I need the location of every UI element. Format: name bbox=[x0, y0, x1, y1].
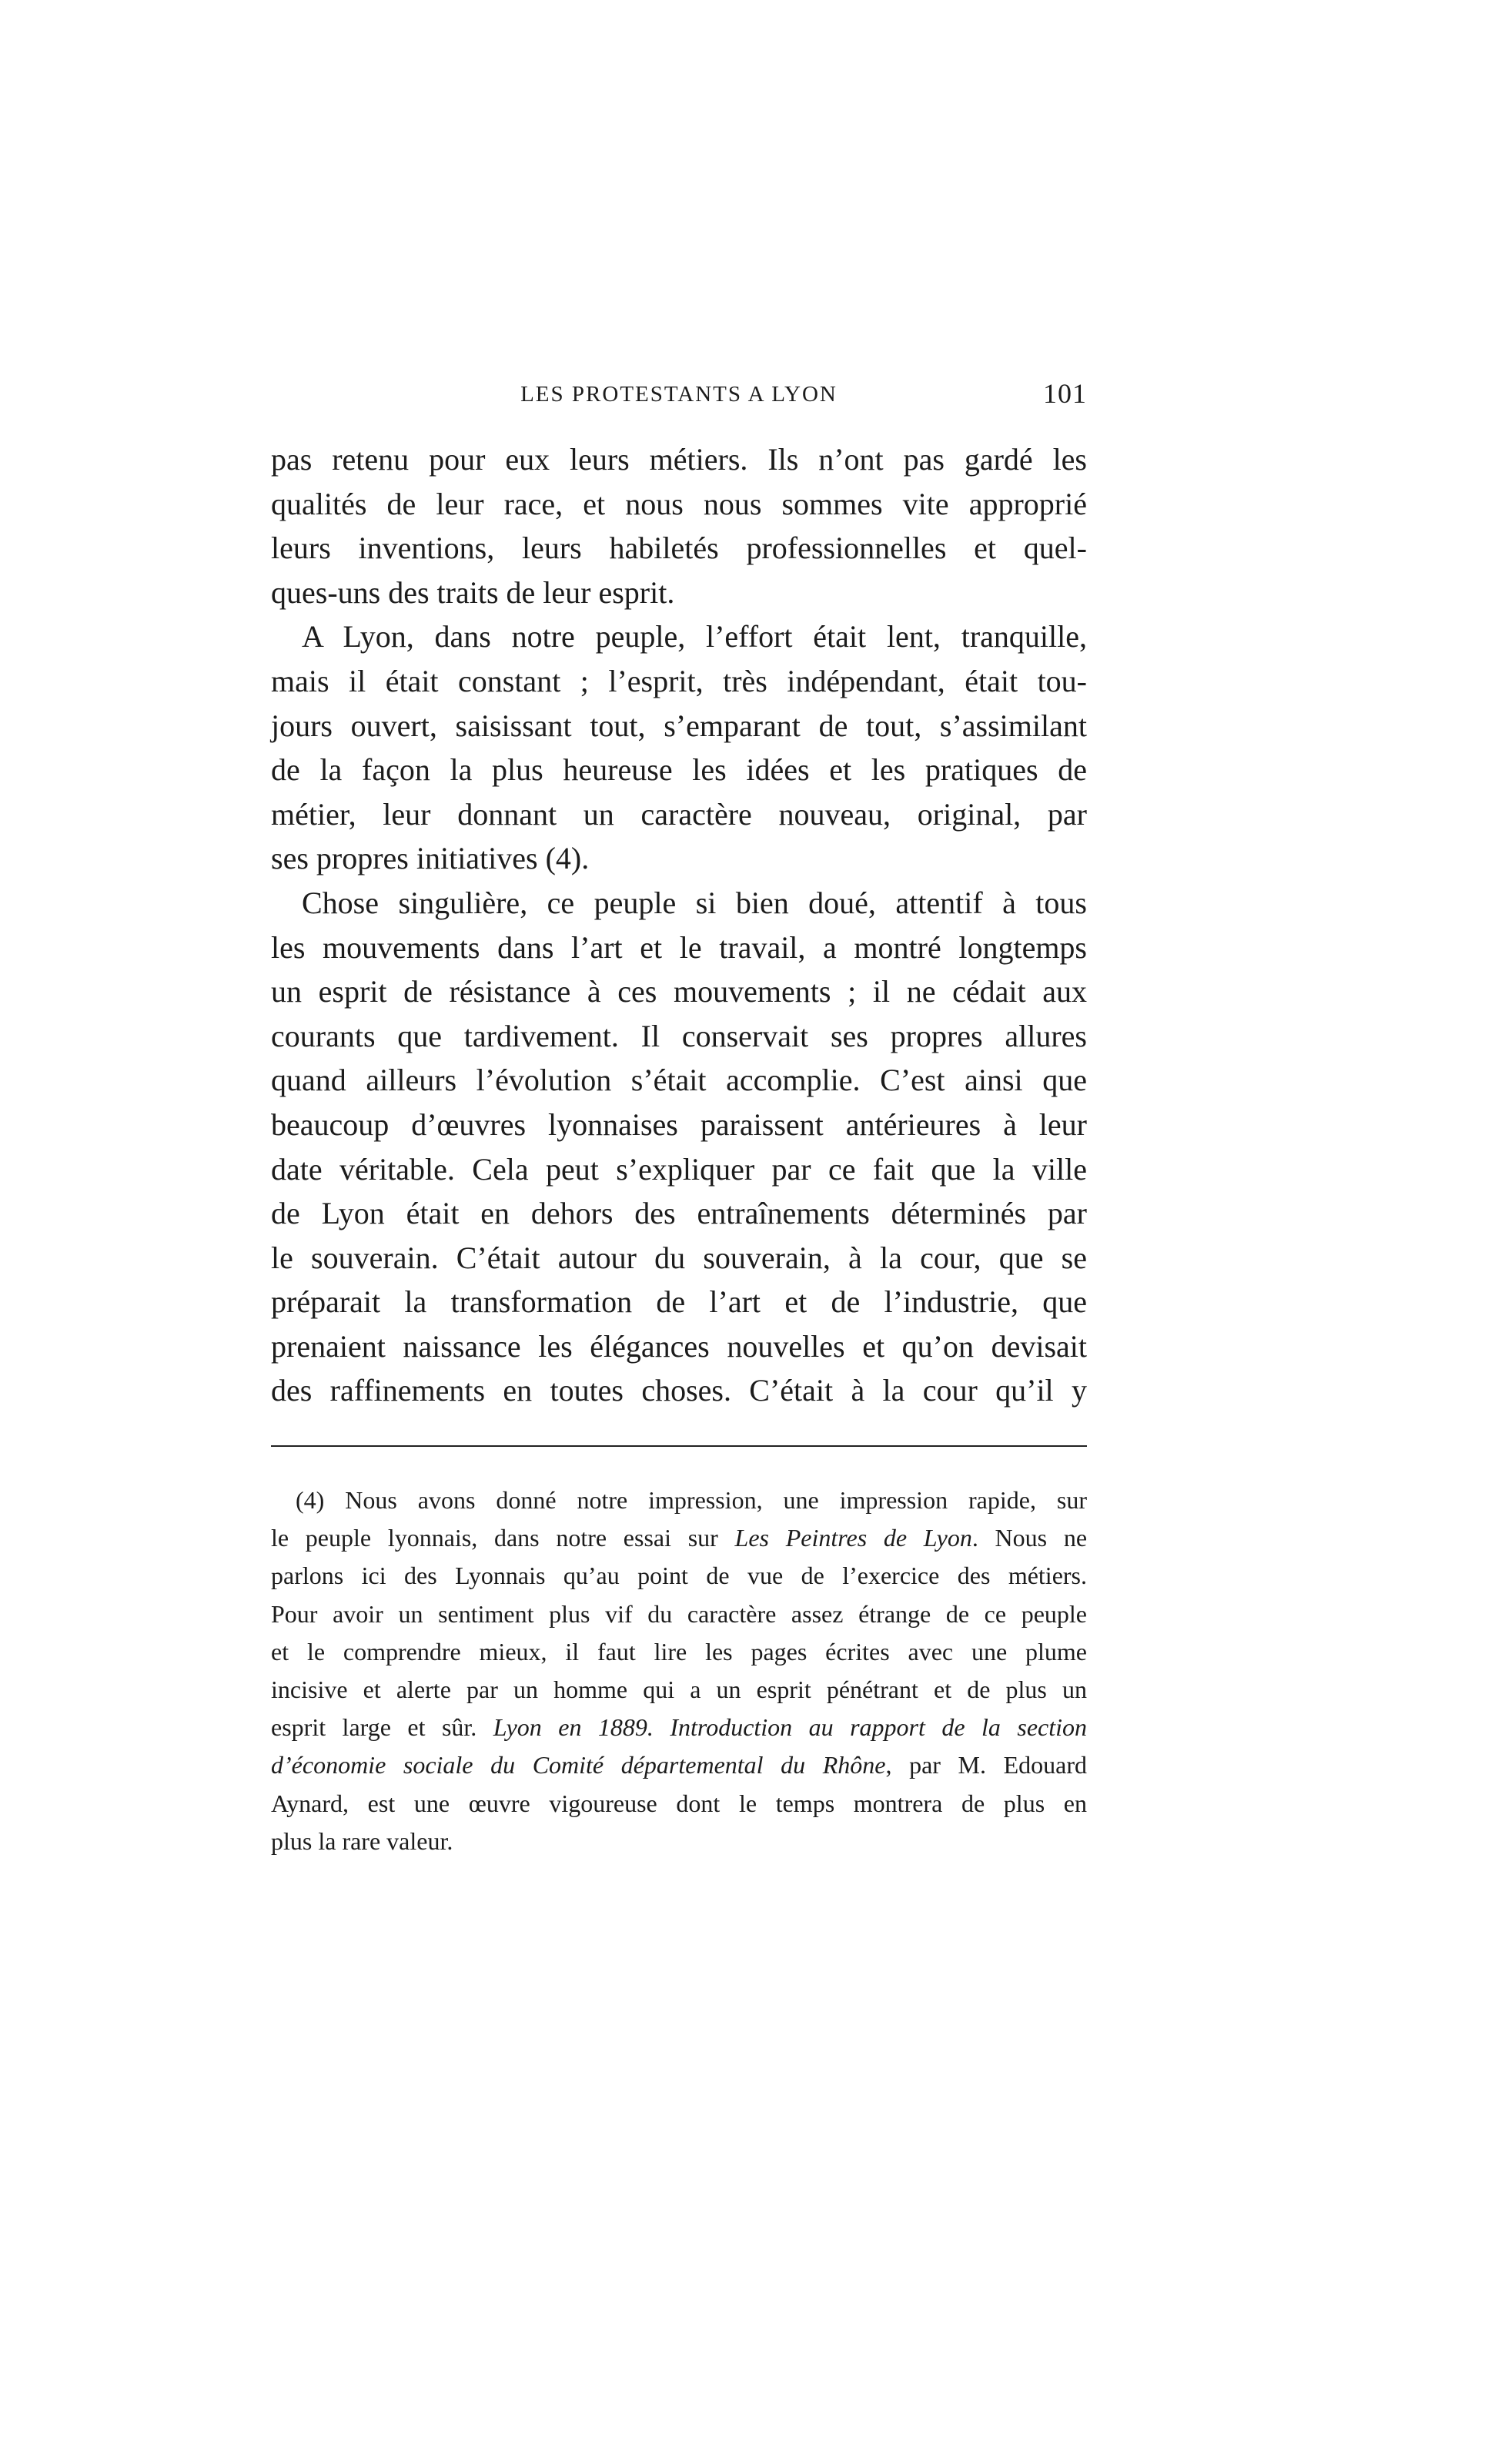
footnote-line: plus la rare valeur. bbox=[271, 1826, 453, 1855]
text-line: quand ailleurs l’évolution s’était accomplie. C’est ainsi que bbox=[271, 1063, 1087, 1098]
footnote-title: Les Peintres de Lyon bbox=[734, 1524, 972, 1552]
text-line: métier, leur donnant un caractère nouveau, original, par bbox=[271, 796, 1087, 832]
footnote-title: Lyon en 1889. Introduction au rapport de la section bbox=[493, 1713, 1088, 1742]
footnote-line bbox=[271, 1746, 1087, 1784]
text-line: préparait la transformation de l’art et de l’industrie, que bbox=[271, 1284, 1087, 1320]
footnote-line: Pour avoir un sentiment plus vif du caractère assez étrange de ce peuple bbox=[271, 1599, 1087, 1628]
footnote bbox=[271, 1481, 1087, 1860]
text-line: de la façon la plus heureuse les idées et les pratiques de bbox=[271, 752, 1087, 788]
text-line: pas retenu pour eux leurs métiers. Ils n’ont pas gardé les bbox=[271, 442, 1087, 477]
text-line: mais il était constant ; l’esprit, très indépendant, était tou- bbox=[271, 663, 1087, 698]
text-line: de Lyon était en dehors des entraînements déterminés par bbox=[271, 1196, 1087, 1231]
footnote-text: le peuple lyonnais, dans notre essai sur bbox=[271, 1524, 735, 1552]
footnote-line: incisive et alerte par un homme qui a un esprit pénétrant et de plus un bbox=[271, 1675, 1087, 1703]
footnote-line: et le comprendre mieux, il faut lire les pages écrites avec une plume bbox=[271, 1637, 1087, 1666]
footnote-text: . Nous ne bbox=[971, 1524, 1088, 1552]
text-line: ques-uns des traits de leur esprit. bbox=[271, 574, 675, 610]
text-line: des raffinements en toutes choses. C’était à la cour qu’il y bbox=[271, 1373, 1087, 1408]
text-line: Chose singulière, ce peuple si bien doué, attentif à tous bbox=[302, 885, 1087, 920]
footnote-title: d’économie sociale du Comité départemental du Rhône bbox=[271, 1751, 886, 1779]
text-line: le souverain. C’était autour du souverain, à la cour, que se bbox=[271, 1240, 1087, 1275]
text-line: prenaient naissance les élégances nouvelles et qu’on devisait bbox=[271, 1328, 1087, 1364]
footnote-text: , par M. Edouard bbox=[885, 1751, 1087, 1779]
text-line: qualités de leur race, et nous nous sommes vite approprié bbox=[271, 486, 1087, 521]
text-line: beaucoup d’œuvres lyonnaises paraissent antérieures à leur bbox=[271, 1106, 1087, 1142]
footnote-divider bbox=[271, 1445, 1087, 1447]
text-line: A Lyon, dans notre peuple, l’effort était lent, tranquille, bbox=[302, 619, 1087, 654]
text-line: les mouvements dans l’art et le travail, a montré longtemps bbox=[271, 929, 1087, 965]
text-line: courants que tardivement. Il conservait ses propres allures bbox=[271, 1018, 1087, 1053]
text-line: jours ouvert, saisissant tout, s’emparant de tout, s’assimilant bbox=[271, 708, 1087, 743]
footnote-line: Aynard, est une œuvre vigoureuse dont le temps montrera de plus en bbox=[271, 1789, 1087, 1817]
footnote-text: esprit large et sûr. bbox=[271, 1713, 493, 1742]
footnote-line bbox=[271, 1709, 1087, 1746]
running-title: LES PROTESTANTS A LYON bbox=[520, 382, 838, 407]
text-line: date véritable. Cela peut s’expliquer par ce fait que la ville bbox=[271, 1151, 1087, 1187]
footnote-line bbox=[271, 1519, 1087, 1557]
footnote-line: (4) Nous avons donné notre impression, une impression rapide, sur bbox=[296, 1486, 1087, 1514]
text-line: leurs inventions, leurs habiletés professionnelles et quel- bbox=[271, 531, 1087, 566]
running-header bbox=[271, 376, 1087, 414]
text-line: ses propres initiatives (4). bbox=[271, 841, 590, 876]
footnote-line: parlons ici des Lyonnais qu’au point de vue de l’exercice des métiers. bbox=[271, 1562, 1087, 1590]
page-number: 101 bbox=[1043, 378, 1087, 409]
main-text bbox=[271, 437, 1087, 1413]
text-line: un esprit de résistance à ces mouvements ; il ne cédait aux bbox=[271, 974, 1087, 1009]
